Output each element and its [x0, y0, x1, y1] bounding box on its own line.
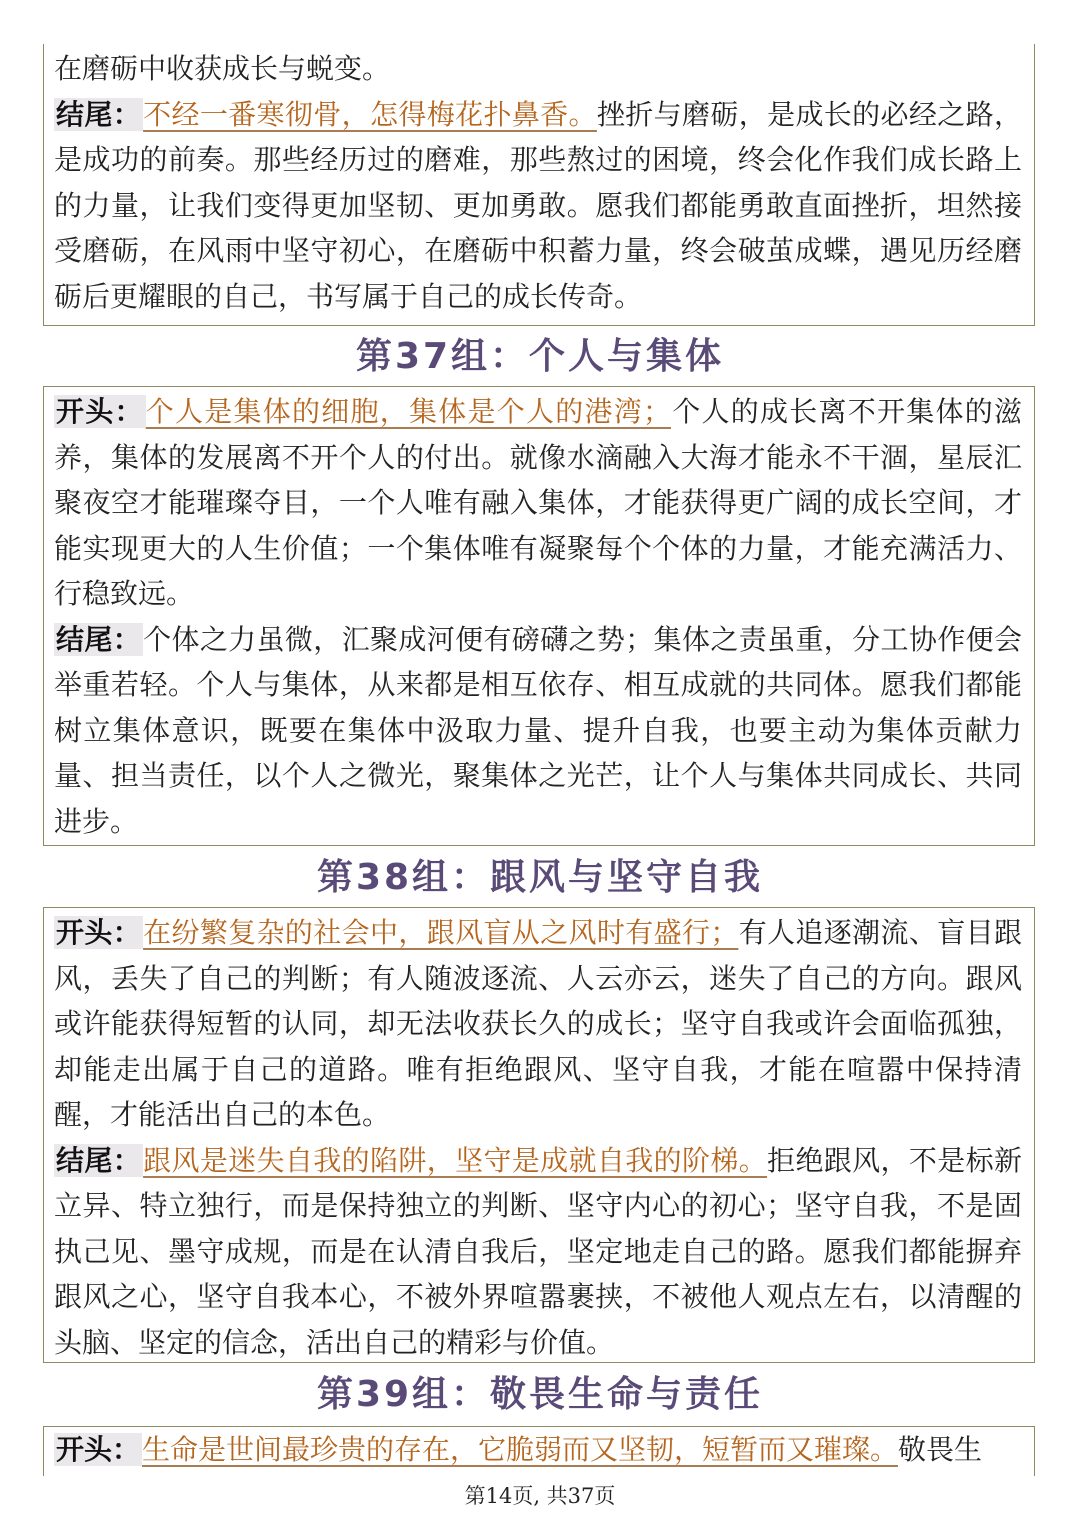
group-39-heading: 第39组：敬畏生命与责任: [316, 1374, 764, 1415]
essay-box-37: [43, 386, 1035, 846]
ending-text: 个体之力虽微，汇聚成河便有磅礴之势；集体之责虽重，分工协作便会举重若轻。个人与集体，从来都是相互依存、相互成就的共同体。愿我们都能树立集体意识，既要在集体中汲取力量、提升自我，也要主动为集体贡献力量、担当责任，以个人之微光，聚集体之光芒，让个人与集体共同成长、共同进步。: [54, 622, 1022, 838]
essay-box-39: [43, 1426, 1035, 1476]
opening-tail-text: 在磨砺中收获成长与蜕变。: [54, 52, 391, 85]
opening-highlight: 个人是集体的细胞，集体是个人的港湾；: [145, 395, 671, 428]
ending-text: 拒绝跟风，不是标新立异、特立独行，而是保持独立的判断、坚守内心的初心；坚守自我，不是固执己见、墨守成规，而是在认清自我后，坚定地走自己的路。愿我们都能摒弃跟风之心，坚守自我本心，不被外界喧嚣裹挟，不被他人观点左右，以清醒的头脑、坚定的信念，活出自己的精彩与价值。: [54, 1143, 1022, 1359]
ending-text: 挫折与磨砺，是成长的必经之路，是成功的前奏。那些经历过的磨难，那些熬过的困境，终会化作我们成长路上的力量，让我们变得更加坚韧、更加勇敢。愿我们都能勇敢直面挫折，坦然接受磨砺，在风雨中坚守初心，在磨砺中积蓄力量，终会破茧成蝶，遇见历经磨砺后更耀眼的自己，书写属于自己的成长传奇。: [54, 97, 1022, 313]
ending-label: 结尾：: [56, 622, 142, 656]
page-number-footer: 第14页, 共37页: [464, 1484, 616, 1508]
opening-label: 开头：: [56, 916, 142, 949]
ending-label: 结尾：: [56, 1143, 142, 1177]
ending-paragraph: [54, 617, 1022, 845]
ending-highlight: 不经一番寒彻骨，怎得梅花扑鼻香。: [143, 97, 597, 131]
opening-text: 敬畏生: [898, 1433, 983, 1466]
opening-paragraph: [54, 1427, 1022, 1473]
opening-highlight: 生命是世间最珍贵的存在，它脆弱而又坚韧，短暂而又璀璨。: [142, 1433, 899, 1466]
opening-text: 有人追逐潮流、盲目跟风，丢失了自己的判断；有人随波逐流、人云亦云，迷失了自己的方向。跟风或许能获得短暂的认同，却无法收获长久的成长；坚守自我或许会面临孤独，却能走出属于自己的道路。唯有拒绝跟风、坚守自我，才能在喧嚣中保持清醒，才能活出自己的本色。: [54, 916, 1022, 1131]
group-37-heading: 第37组：个人与集体: [355, 336, 725, 377]
ending-paragraph: [54, 92, 1022, 320]
opening-paragraph: [54, 389, 1022, 617]
opening-label: 开头：: [56, 395, 144, 428]
opening-highlight: 在纷繁复杂的社会中，跟风盲从之风时有盛行；: [143, 916, 739, 949]
ending-highlight: 跟风是迷失自我的陷阱，坚守是成就自我的阶梯。: [143, 1143, 768, 1177]
ending-label: 结尾：: [56, 97, 142, 131]
opening-text: 个人的成长离不开集体的滋养，集体的发展离不开个人的付出。就像水滴融入大海才能永不干涸，星辰汇聚夜空才能璀璨夺目，一个人唯有融入集体，才能获得更广阔的成长空间，才能实现更大的人生价值；一个集体唯有凝聚每个个体的力量，才能充满活力、行稳致远。: [54, 395, 1022, 610]
opening-paragraph: [54, 910, 1022, 1138]
group-38-heading: 第38组：跟风与坚守自我: [316, 857, 764, 898]
essay-box-36-continued: [43, 44, 1035, 326]
essay-box-38: [43, 907, 1035, 1363]
opening-label: 开头：: [56, 1433, 141, 1466]
ending-paragraph: [54, 1138, 1022, 1366]
opening-tail-paragraph: [54, 46, 1022, 92]
